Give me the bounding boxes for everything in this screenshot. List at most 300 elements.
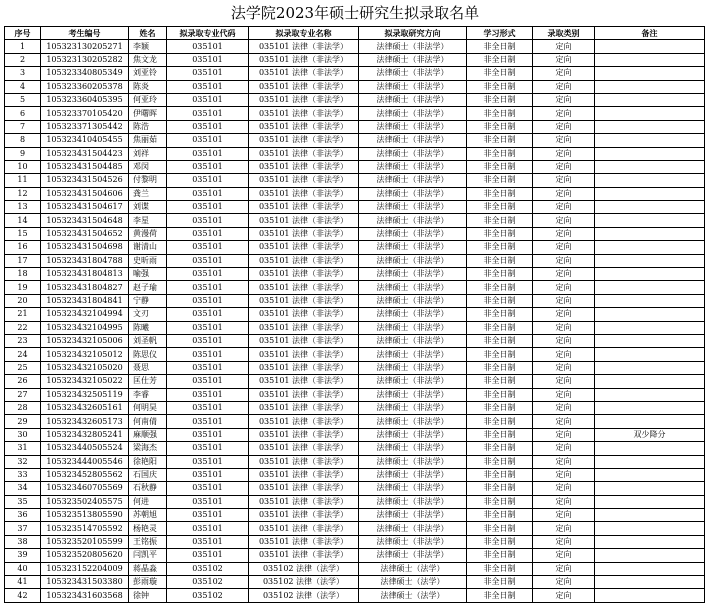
cell-admission-type: 定向 (533, 348, 595, 361)
cell-remarks (595, 482, 705, 495)
cell-major-code: 035101 (167, 415, 249, 428)
cell-remarks: 双少降分 (595, 428, 705, 441)
cell-major-code: 035101 (167, 201, 249, 214)
cell-research-direction: 法律硕士（非法学） (359, 388, 467, 401)
cell-exam-id: 105323340805349 (41, 67, 129, 80)
cell-major-name: 035101 法律（非法学） (249, 120, 359, 133)
cell-research-direction: 法律硕士（非法学） (359, 120, 467, 133)
cell-name: 刘祥 (129, 147, 167, 160)
cell-index: 2 (5, 53, 41, 66)
cell-research-direction: 法律硕士（非法学） (359, 535, 467, 548)
cell-study-mode: 非全日制 (467, 482, 533, 495)
cell-research-direction: 法律硕士（非法学） (359, 428, 467, 441)
col-header-admission-type: 录取类别 (533, 27, 595, 40)
cell-major-name: 035101 法律（非法学） (249, 415, 359, 428)
cell-remarks (595, 535, 705, 548)
cell-exam-id: 105323360205378 (41, 80, 129, 93)
cell-name: 陈浩 (129, 120, 167, 133)
cell-study-mode: 非全日制 (467, 107, 533, 120)
cell-admission-type: 定向 (533, 227, 595, 240)
cell-index: 17 (5, 254, 41, 267)
cell-study-mode: 非全日制 (467, 415, 533, 428)
cell-index: 39 (5, 549, 41, 562)
col-header-index: 序号 (5, 27, 41, 40)
cell-remarks (595, 254, 705, 267)
cell-study-mode: 非全日制 (467, 93, 533, 106)
cell-exam-id: 105323432805241 (41, 428, 129, 441)
table-row (5, 549, 705, 562)
cell-research-direction: 法律硕士（非法学） (359, 361, 467, 374)
cell-major-name: 035101 法律（非法学） (249, 442, 359, 455)
cell-admission-type: 定向 (533, 201, 595, 214)
cell-major-name: 035101 法律（非法学） (249, 201, 359, 214)
cell-remarks (595, 509, 705, 522)
cell-major-code: 035101 (167, 509, 249, 522)
cell-remarks (595, 268, 705, 281)
cell-admission-type: 定向 (533, 535, 595, 548)
cell-admission-type: 定向 (533, 428, 595, 441)
cell-research-direction: 法律硕士（非法学） (359, 509, 467, 522)
cell-major-name: 035101 法律（非法学） (249, 160, 359, 173)
cell-exam-id: 105323432105020 (41, 361, 129, 374)
cell-name: 焦丽茹 (129, 134, 167, 147)
table-row (5, 201, 705, 214)
cell-major-code: 035101 (167, 160, 249, 173)
cell-name: 梁海杰 (129, 442, 167, 455)
cell-research-direction: 法律硕士（非法学） (359, 80, 467, 93)
cell-major-code: 035101 (167, 40, 249, 53)
cell-admission-type: 定向 (533, 562, 595, 575)
cell-remarks (595, 174, 705, 187)
cell-remarks (595, 495, 705, 508)
cell-admission-type: 定向 (533, 482, 595, 495)
cell-name: 赵子瑜 (129, 281, 167, 294)
table-row (5, 562, 705, 575)
table-row (5, 93, 705, 106)
cell-exam-id: 105323520105599 (41, 535, 129, 548)
cell-admission-type: 定向 (533, 93, 595, 106)
cell-index: 33 (5, 468, 41, 481)
cell-exam-id: 105323431504648 (41, 214, 129, 227)
cell-admission-type: 定向 (533, 107, 595, 120)
cell-research-direction: 法律硕士（非法学） (359, 107, 467, 120)
cell-index: 15 (5, 227, 41, 240)
cell-major-code: 035101 (167, 80, 249, 93)
cell-remarks (595, 455, 705, 468)
cell-major-code: 035101 (167, 428, 249, 441)
cell-major-name: 035101 法律（非法学） (249, 334, 359, 347)
cell-major-code: 035101 (167, 468, 249, 481)
cell-major-name: 035102 法律（法学） (249, 576, 359, 589)
cell-index: 32 (5, 455, 41, 468)
cell-study-mode: 非全日制 (467, 201, 533, 214)
cell-study-mode: 非全日制 (467, 147, 533, 160)
cell-name: 文刃 (129, 308, 167, 321)
cell-index: 13 (5, 201, 41, 214)
cell-major-code: 035101 (167, 147, 249, 160)
cell-remarks (595, 308, 705, 321)
cell-major-name: 035101 法律（非法学） (249, 509, 359, 522)
cell-study-mode: 非全日制 (467, 549, 533, 562)
cell-major-name: 035101 法律（非法学） (249, 281, 359, 294)
cell-exam-id: 105323452805562 (41, 468, 129, 481)
cell-research-direction: 法律硕士（非法学） (359, 227, 467, 240)
cell-remarks (595, 93, 705, 106)
cell-index: 18 (5, 268, 41, 281)
cell-research-direction: 法律硕士（法学） (359, 576, 467, 589)
cell-research-direction: 法律硕士（非法学） (359, 334, 467, 347)
cell-remarks (595, 468, 705, 481)
cell-index: 11 (5, 174, 41, 187)
cell-remarks (595, 147, 705, 160)
cell-study-mode: 非全日制 (467, 375, 533, 388)
cell-name: 刘亚铃 (129, 67, 167, 80)
cell-study-mode: 非全日制 (467, 134, 533, 147)
cell-major-name: 035101 法律（非法学） (249, 53, 359, 66)
cell-major-name: 035101 法律（非法学） (249, 80, 359, 93)
cell-exam-id: 105323130205282 (41, 53, 129, 66)
table-row (5, 294, 705, 307)
cell-remarks (595, 227, 705, 240)
cell-major-name: 035101 法律（非法学） (249, 549, 359, 562)
cell-admission-type: 定向 (533, 294, 595, 307)
cell-research-direction: 法律硕士（非法学） (359, 415, 467, 428)
table-row (5, 147, 705, 160)
cell-name: 匡仕芳 (129, 375, 167, 388)
cell-remarks (595, 294, 705, 307)
cell-study-mode: 非全日制 (467, 401, 533, 414)
cell-major-name: 035101 法律（非法学） (249, 308, 359, 321)
col-header-research-direction: 拟录取研究方向 (359, 27, 467, 40)
cell-research-direction: 法律硕士（非法学） (359, 134, 467, 147)
cell-exam-id: 105323431804788 (41, 254, 129, 267)
cell-index: 14 (5, 214, 41, 227)
cell-admission-type: 定向 (533, 187, 595, 200)
cell-admission-type: 定向 (533, 509, 595, 522)
cell-major-name: 035101 法律（非法学） (249, 401, 359, 414)
cell-major-code: 035101 (167, 268, 249, 281)
cell-study-mode: 非全日制 (467, 388, 533, 401)
cell-exam-id: 105323432605161 (41, 401, 129, 414)
cell-major-code: 035101 (167, 93, 249, 106)
cell-exam-id: 105323431504698 (41, 241, 129, 254)
cell-name: 何南倩 (129, 415, 167, 428)
cell-index: 5 (5, 93, 41, 106)
cell-admission-type: 定向 (533, 53, 595, 66)
cell-major-code: 035101 (167, 281, 249, 294)
cell-name: 王铭振 (129, 535, 167, 548)
cell-exam-id: 105323431504423 (41, 147, 129, 160)
cell-major-code: 035101 (167, 53, 249, 66)
cell-name: 石国庆 (129, 468, 167, 481)
cell-index: 27 (5, 388, 41, 401)
cell-study-mode: 非全日制 (467, 522, 533, 535)
cell-major-name: 035101 法律（非法学） (249, 134, 359, 147)
cell-major-code: 035101 (167, 308, 249, 321)
cell-admission-type: 定向 (533, 321, 595, 334)
cell-remarks (595, 40, 705, 53)
cell-admission-type: 定向 (533, 334, 595, 347)
cell-admission-type: 定向 (533, 241, 595, 254)
cell-remarks (595, 522, 705, 535)
cell-name: 聂思 (129, 361, 167, 374)
cell-major-name: 035101 法律（非法学） (249, 214, 359, 227)
cell-remarks (595, 321, 705, 334)
cell-research-direction: 法律硕士（非法学） (359, 93, 467, 106)
cell-research-direction: 法律硕士（非法学） (359, 468, 467, 481)
cell-study-mode: 非全日制 (467, 214, 533, 227)
cell-major-name: 035101 法律（非法学） (249, 254, 359, 267)
cell-remarks (595, 160, 705, 173)
cell-exam-id: 105323460705569 (41, 482, 129, 495)
cell-major-code: 035101 (167, 522, 249, 535)
cell-major-code: 035101 (167, 67, 249, 80)
cell-study-mode: 非全日制 (467, 160, 533, 173)
cell-major-name: 035101 法律（非法学） (249, 227, 359, 240)
cell-admission-type: 定向 (533, 268, 595, 281)
cell-study-mode: 非全日制 (467, 187, 533, 200)
cell-remarks (595, 281, 705, 294)
table-row (5, 53, 705, 66)
cell-admission-type: 定向 (533, 214, 595, 227)
cell-major-code: 035101 (167, 174, 249, 187)
cell-study-mode: 非全日制 (467, 174, 533, 187)
cell-study-mode: 非全日制 (467, 227, 533, 240)
cell-major-name: 035101 法律（非法学） (249, 388, 359, 401)
cell-exam-id: 105323360405395 (41, 93, 129, 106)
cell-admission-type: 定向 (533, 174, 595, 187)
cell-remarks (595, 201, 705, 214)
cell-remarks (595, 120, 705, 133)
cell-index: 22 (5, 321, 41, 334)
cell-exam-id: 105323431504526 (41, 174, 129, 187)
cell-exam-id: 105323431503380 (41, 576, 129, 589)
table-row (5, 482, 705, 495)
cell-major-name: 035101 法律（非法学） (249, 522, 359, 535)
table-row (5, 40, 705, 53)
cell-index: 30 (5, 428, 41, 441)
cell-remarks (595, 348, 705, 361)
document-title: 法学院2023年硕士研究生拟录取名单 (230, 4, 480, 22)
cell-study-mode: 非全日制 (467, 321, 533, 334)
cell-study-mode: 非全日制 (467, 294, 533, 307)
cell-major-name: 035101 法律（非法学） (249, 107, 359, 120)
col-header-study-mode: 学习形式 (467, 27, 533, 40)
cell-index: 21 (5, 308, 41, 321)
cell-name: 刘圣帆 (129, 334, 167, 347)
cell-admission-type: 定向 (533, 415, 595, 428)
cell-name: 蒋晶淼 (129, 562, 167, 575)
cell-admission-type: 定向 (533, 134, 595, 147)
cell-study-mode: 非全日制 (467, 589, 533, 602)
table-row (5, 388, 705, 401)
cell-index: 41 (5, 576, 41, 589)
cell-exam-id: 105323431603568 (41, 589, 129, 602)
cell-exam-id: 105323440505524 (41, 442, 129, 455)
cell-major-code: 035101 (167, 442, 249, 455)
cell-study-mode: 非全日制 (467, 535, 533, 548)
col-header-exam-id: 考生编号 (41, 27, 129, 40)
cell-exam-id: 105323431804827 (41, 281, 129, 294)
cell-major-code: 035101 (167, 254, 249, 267)
cell-major-code: 035101 (167, 294, 249, 307)
cell-study-mode: 非全日制 (467, 254, 533, 267)
cell-major-name: 035101 法律（非法学） (249, 241, 359, 254)
cell-major-code: 035101 (167, 227, 249, 240)
table-row (5, 268, 705, 281)
cell-name: 龚兰 (129, 187, 167, 200)
cell-index: 31 (5, 442, 41, 455)
cell-exam-id: 105323431504485 (41, 160, 129, 173)
cell-major-name: 035101 法律（非法学） (249, 67, 359, 80)
table-row (5, 174, 705, 187)
cell-research-direction: 法律硕士（非法学） (359, 482, 467, 495)
cell-admission-type: 定向 (533, 388, 595, 401)
cell-major-code: 035101 (167, 361, 249, 374)
cell-research-direction: 法律硕士（非法学） (359, 268, 467, 281)
table-row (5, 134, 705, 147)
table-row (5, 401, 705, 414)
cell-name: 谢清山 (129, 241, 167, 254)
cell-major-name: 035101 法律（非法学） (249, 361, 359, 374)
cell-remarks (595, 562, 705, 575)
cell-name: 喻强 (129, 268, 167, 281)
cell-study-mode: 非全日制 (467, 509, 533, 522)
table-row (5, 160, 705, 173)
cell-major-code: 035101 (167, 482, 249, 495)
cell-exam-id: 105323432105012 (41, 348, 129, 361)
cell-study-mode: 非全日制 (467, 455, 533, 468)
cell-major-name: 035101 法律（非法学） (249, 535, 359, 548)
cell-research-direction: 法律硕士（非法学） (359, 522, 467, 535)
cell-study-mode: 非全日制 (467, 281, 533, 294)
table-row (5, 509, 705, 522)
cell-major-code: 035101 (167, 401, 249, 414)
cell-remarks (595, 388, 705, 401)
cell-name: 苏朝旭 (129, 509, 167, 522)
cell-remarks (595, 214, 705, 227)
header-row (5, 27, 705, 40)
cell-exam-id: 105323432104994 (41, 308, 129, 321)
cell-research-direction: 法律硕士（非法学） (359, 241, 467, 254)
cell-study-mode: 非全日制 (467, 468, 533, 481)
cell-index: 12 (5, 187, 41, 200)
cell-major-name: 035101 法律（非法学） (249, 294, 359, 307)
cell-research-direction: 法律硕士（非法学） (359, 308, 467, 321)
cell-exam-id: 105323431504617 (41, 201, 129, 214)
cell-admission-type: 定向 (533, 522, 595, 535)
cell-admission-type: 定向 (533, 401, 595, 414)
cell-admission-type: 定向 (533, 40, 595, 53)
cell-study-mode: 非全日制 (467, 334, 533, 347)
cell-exam-id: 105323431804813 (41, 268, 129, 281)
cell-research-direction: 法律硕士（非法学） (359, 281, 467, 294)
cell-major-name: 035101 法律（非法学） (249, 40, 359, 53)
cell-admission-type: 定向 (533, 442, 595, 455)
cell-admission-type: 定向 (533, 308, 595, 321)
cell-remarks (595, 401, 705, 414)
cell-index: 1 (5, 40, 41, 53)
cell-index: 19 (5, 281, 41, 294)
cell-research-direction: 法律硕士（非法学） (359, 254, 467, 267)
cell-index: 10 (5, 160, 41, 173)
cell-index: 24 (5, 348, 41, 361)
table-row (5, 442, 705, 455)
col-header-major-name: 拟录取专业名称 (249, 27, 359, 40)
cell-index: 7 (5, 120, 41, 133)
cell-major-code: 035101 (167, 388, 249, 401)
cell-index: 23 (5, 334, 41, 347)
cell-major-code: 035101 (167, 348, 249, 361)
table-row (5, 187, 705, 200)
cell-admission-type: 定向 (533, 549, 595, 562)
cell-research-direction: 法律硕士（非法学） (359, 214, 467, 227)
table-row (5, 227, 705, 240)
table-row (5, 522, 705, 535)
table-row (5, 576, 705, 589)
cell-index: 36 (5, 509, 41, 522)
cell-research-direction: 法律硕士（非法学） (359, 495, 467, 508)
cell-exam-id: 105323431504606 (41, 187, 129, 200)
col-header-remarks: 备注 (595, 27, 705, 40)
table-row (5, 107, 705, 120)
cell-major-code: 035102 (167, 589, 249, 602)
cell-index: 20 (5, 294, 41, 307)
cell-study-mode: 非全日制 (467, 241, 533, 254)
cell-major-name: 035101 法律（非法学） (249, 455, 359, 468)
cell-name: 宁静 (129, 294, 167, 307)
table-row (5, 281, 705, 294)
table-row (5, 468, 705, 481)
cell-study-mode: 非全日制 (467, 308, 533, 321)
cell-index: 28 (5, 401, 41, 414)
cell-study-mode: 非全日制 (467, 576, 533, 589)
cell-major-name: 035101 法律（非法学） (249, 495, 359, 508)
cell-name: 徐钟 (129, 589, 167, 602)
cell-admission-type: 定向 (533, 80, 595, 93)
cell-major-name: 035101 法律（非法学） (249, 174, 359, 187)
cell-index: 42 (5, 589, 41, 602)
cell-index: 37 (5, 522, 41, 535)
cell-name: 李睿 (129, 388, 167, 401)
cell-study-mode: 非全日制 (467, 40, 533, 53)
cell-research-direction: 法律硕士（非法学） (359, 549, 467, 562)
cell-admission-type: 定向 (533, 120, 595, 133)
cell-name: 伊曙晖 (129, 107, 167, 120)
cell-name: 李星 (129, 214, 167, 227)
cell-remarks (595, 107, 705, 120)
table-row (5, 361, 705, 374)
cell-major-name: 035101 法律（非法学） (249, 93, 359, 106)
cell-index: 9 (5, 147, 41, 160)
table-row (5, 241, 705, 254)
cell-study-mode: 非全日制 (467, 442, 533, 455)
cell-major-code: 035101 (167, 241, 249, 254)
cell-admission-type: 定向 (533, 375, 595, 388)
cell-index: 25 (5, 361, 41, 374)
cell-remarks (595, 375, 705, 388)
cell-exam-id: 105323130205271 (41, 40, 129, 53)
cell-name: 徐艳阳 (129, 455, 167, 468)
cell-index: 40 (5, 562, 41, 575)
col-header-name: 姓名 (129, 27, 167, 40)
cell-name: 何明昊 (129, 401, 167, 414)
cell-study-mode: 非全日制 (467, 348, 533, 361)
cell-remarks (595, 80, 705, 93)
cell-admission-type: 定向 (533, 468, 595, 481)
cell-remarks (595, 67, 705, 80)
cell-major-name: 035101 法律（非法学） (249, 375, 359, 388)
